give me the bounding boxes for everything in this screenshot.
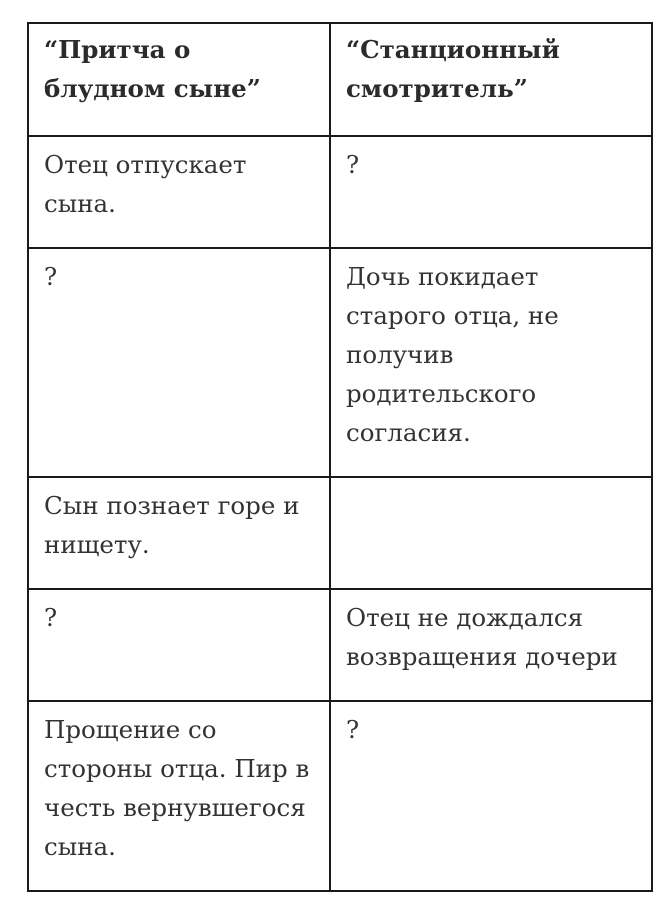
table-cell: Отец отпускает сына. (28, 136, 330, 248)
table-cell: Сын познает горе и нищету. (28, 477, 330, 589)
table-cell: ? (28, 248, 330, 477)
comparison-table (27, 22, 653, 892)
table-header-row (28, 23, 652, 136)
table-cell: ? (330, 701, 652, 891)
table-row (28, 136, 652, 248)
table-cell: ? (330, 136, 652, 248)
header-parable: “Притча о блудном сыне” (28, 23, 330, 136)
table-cell: Дочь покидает старого отца, не получив родительского согласия. (330, 248, 652, 477)
header-stationmaster: “Станционный смотритель” (330, 23, 652, 136)
table-cell: ? (28, 589, 330, 701)
table-cell: Прощение со стороны отца. Пир в честь вернувшегося сына. (28, 701, 330, 891)
table-row (28, 477, 652, 589)
table-row (28, 248, 652, 477)
table-cell: Отец не дождался возвращения дочери (330, 589, 652, 701)
table-cell (330, 477, 652, 589)
table-row (28, 701, 652, 891)
table-row (28, 589, 652, 701)
